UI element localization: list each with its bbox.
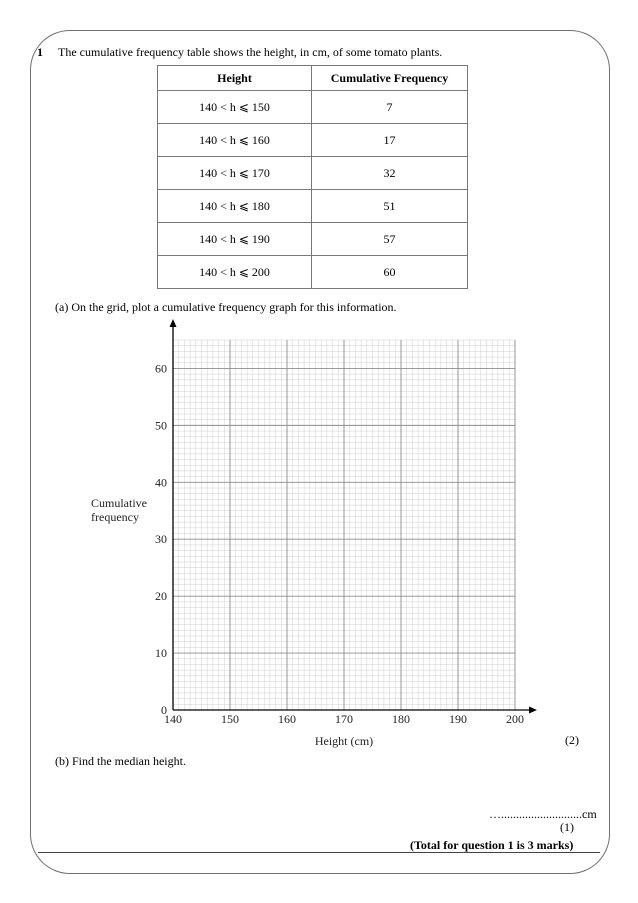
y-axis-label-line-2: frequency <box>91 510 139 524</box>
height-cell: 140 < h ⩽ 170 <box>158 157 312 190</box>
height-cell: 140 < h ⩽ 180 <box>158 190 312 223</box>
x-tick-label: 140 <box>164 712 182 726</box>
y-tick-label: 20 <box>155 589 167 604</box>
cf-cell: 51 <box>312 190 468 223</box>
part-b-marks: (1) <box>560 820 574 834</box>
x-tick-label: 200 <box>506 712 524 726</box>
cf-cell: 57 <box>312 223 468 256</box>
y-tick-label: 30 <box>155 532 167 547</box>
question-intro: The cumulative frequency table shows the height, in cm, of some tomato plants. <box>58 45 443 59</box>
x-tick-label: 190 <box>449 712 467 726</box>
height-cell: 140 < h ⩽ 150 <box>158 91 312 124</box>
y-tick-label: 50 <box>155 418 167 433</box>
part-a-marks: (2) <box>565 733 579 747</box>
tick-labels <box>155 361 524 726</box>
cf-cell: 32 <box>312 157 468 190</box>
question-number: 1 <box>37 45 43 59</box>
y-axis-arrow <box>170 319 177 327</box>
part-a-text: (a) On the grid, plot a cumulative frequency graph for this information. <box>55 300 397 314</box>
x-tick-label: 180 <box>392 712 410 726</box>
height-cell: 140 < h ⩽ 200 <box>158 256 312 289</box>
median-answer-line[interactable]: …...........................cm <box>489 807 597 821</box>
x-tick-label: 170 <box>335 712 353 726</box>
height-cell: 140 < h ⩽ 160 <box>158 124 312 157</box>
total-underline <box>38 852 600 853</box>
x-axis-label: Height (cm) <box>314 734 374 748</box>
x-tick-label: 150 <box>221 712 239 726</box>
y-axis-label-line-1: Cumulative <box>91 496 147 510</box>
cf-cell: 17 <box>312 124 468 157</box>
y-tick-label: 40 <box>155 475 167 490</box>
total-marks: (Total for question 1 is 3 marks) <box>410 838 574 852</box>
y-tick-label: 0 <box>161 703 167 717</box>
header-cumulative-frequency: Cumulative Frequency <box>312 66 468 91</box>
y-tick-label: 60 <box>155 361 167 376</box>
part-b-text: (b) Find the median height. <box>55 754 186 768</box>
height-cell: 140 < h ⩽ 190 <box>158 223 312 256</box>
cf-cell: 7 <box>312 91 468 124</box>
x-tick-label: 160 <box>278 712 296 726</box>
header-height: Height <box>158 66 312 91</box>
y-tick-label: 10 <box>155 646 167 661</box>
x-axis-arrow <box>529 707 537 714</box>
cf-cell: 60 <box>312 256 468 289</box>
